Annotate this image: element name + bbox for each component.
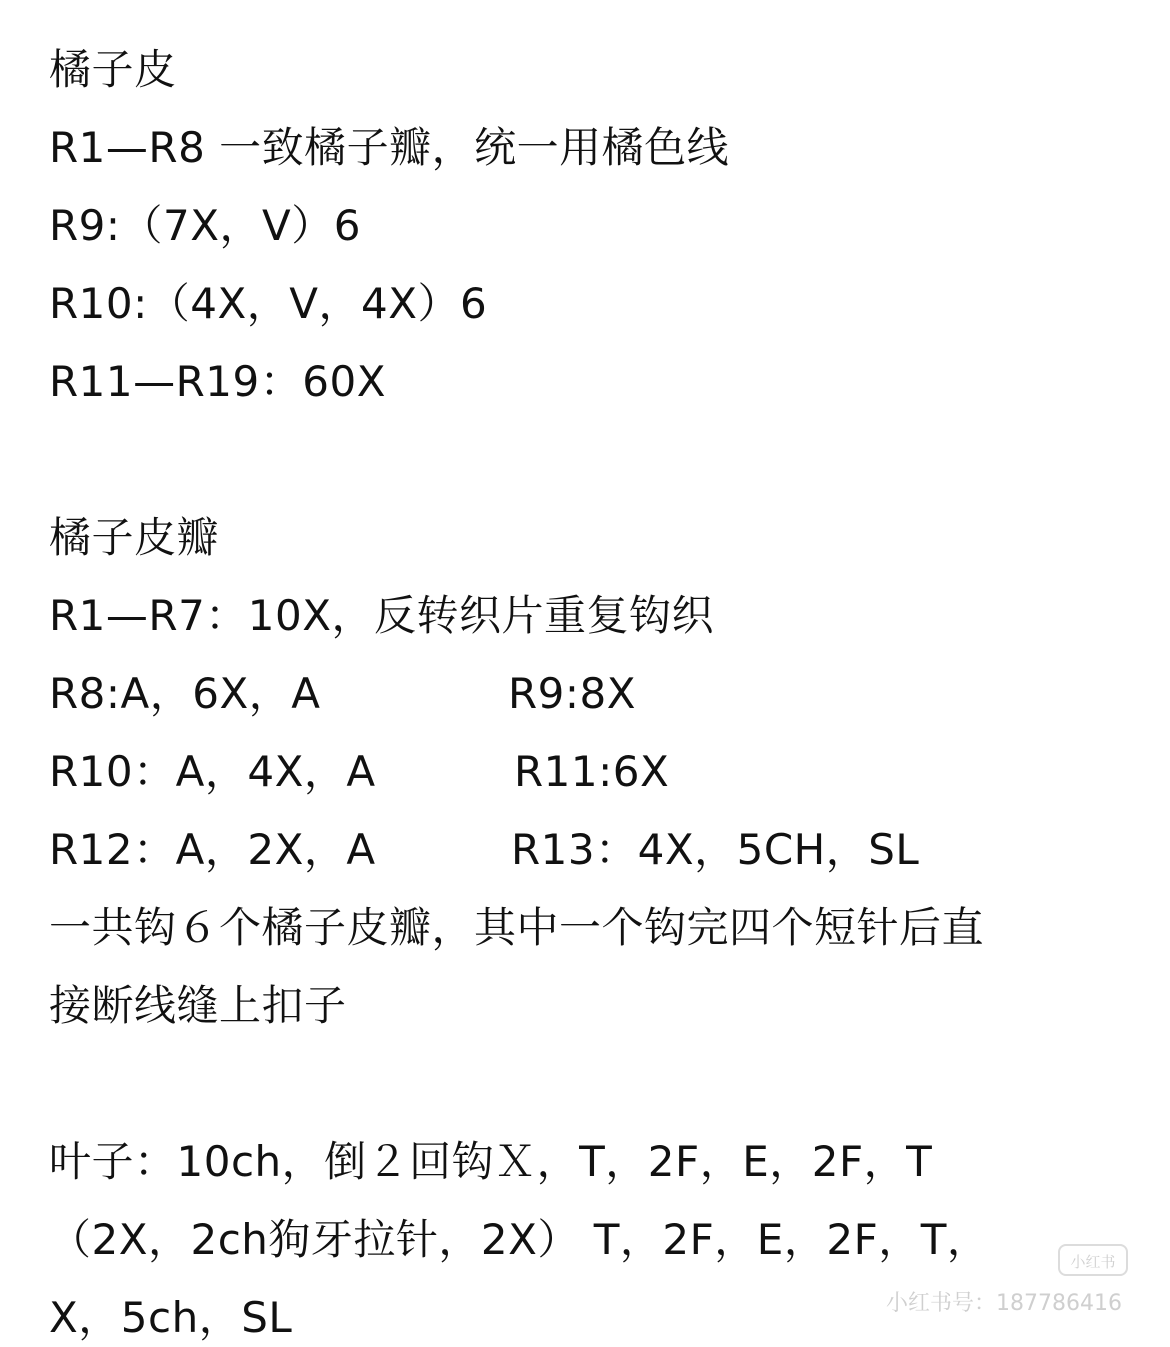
- text-line: R9:（7X，V）6: [49, 201, 362, 250]
- text-line: R1—R8 一致橘子瓣，统一用橘色线: [49, 123, 730, 172]
- text-line: R1—R7：10X，反转织片重复钩织: [49, 591, 715, 640]
- note-line: 接断线缝上扣子: [49, 981, 347, 1030]
- row-right: R9:8X: [508, 669, 637, 718]
- row-left: R12：A，2X，A: [49, 825, 376, 874]
- watermark-logo: 小红书: [1058, 1244, 1128, 1276]
- note-line: 一共钩６个橘子皮瓣，其中一个钩完四个短针后直: [49, 903, 985, 952]
- section-title-orange-peel: 橘子皮: [49, 45, 177, 94]
- leaf-line: （2X，2ch狗牙拉针，2X） T，2F，E，2F，T，: [49, 1215, 990, 1264]
- leaf-line: 叶子：10ch，倒２回钩Ｘ，T，2F，E，2F，T: [49, 1137, 933, 1186]
- text-line: R11—R19：60X: [49, 357, 386, 406]
- row-left: R10：A，4X，A: [49, 747, 376, 796]
- row-right: R11:6X: [514, 747, 670, 796]
- section-title-orange-peel-segment: 橘子皮瓣: [49, 513, 220, 562]
- leaf-line: X，5ch，SL: [49, 1293, 293, 1342]
- watermark-id: 小红书号：187786416: [886, 1291, 1122, 1316]
- row-left: R8:A，6X，A: [49, 669, 321, 718]
- text-line: R10:（4X，V，4X）6: [49, 279, 488, 328]
- row-right: R13：4X，5CH，SL: [511, 825, 920, 874]
